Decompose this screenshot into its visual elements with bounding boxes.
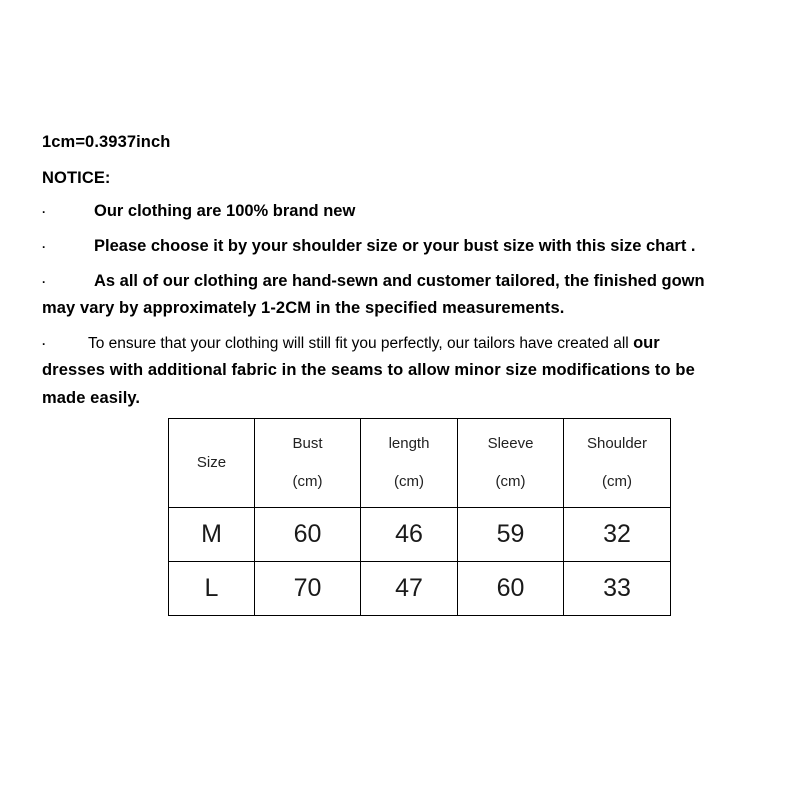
row-l-shoulder: 33 (564, 562, 671, 616)
row-l-size: L (169, 562, 255, 616)
table-row (169, 562, 671, 616)
bullet-3: · (42, 275, 46, 289)
size-chart-table (168, 418, 671, 616)
notice-1: Our clothing are 100% brand new (94, 202, 356, 220)
bullet-4: · (42, 337, 46, 351)
notice-4-text-end: our (633, 334, 660, 352)
bullet-1: · (42, 205, 46, 219)
notice-4-text: To ensure that your clothing will still fit you perfectly, our tailors have created all (88, 335, 629, 352)
row-l-bust: 70 (255, 562, 361, 616)
header-bust (255, 419, 361, 508)
notice-4-line-1 (88, 334, 660, 353)
header-shoulder-unit: (cm) (602, 473, 632, 490)
header-shoulder-label: Shoulder (586, 435, 648, 452)
row-m-shoulder: 32 (564, 508, 671, 562)
bullet-2: · (42, 240, 46, 254)
row-m-sleeve: 59 (458, 508, 564, 562)
header-sleeve-unit: (cm) (495, 473, 526, 490)
row-l-length: 47 (361, 562, 458, 616)
row-m-size: M (169, 508, 255, 562)
header-shoulder (564, 419, 671, 508)
header-bust-unit: (cm) (292, 473, 323, 490)
header-length (361, 419, 458, 508)
header-bust-label: Bust (292, 435, 323, 452)
notice-2: Please choose it by your shoulder size or your bust size with this size chart . (94, 237, 696, 255)
row-l-sleeve: 60 (458, 562, 564, 616)
header-length-label: length (388, 435, 430, 452)
table-row (169, 508, 671, 562)
row-m-length: 46 (361, 508, 458, 562)
conversion-note: 1cm=0.3937inch (42, 133, 171, 151)
table-header-row (169, 419, 671, 508)
header-sleeve-label: Sleeve (487, 435, 534, 452)
notice-4-line-3: made easily. (42, 389, 141, 407)
header-size-label: Size (196, 454, 227, 471)
header-sleeve (458, 419, 564, 508)
header-length-unit: (cm) (394, 473, 424, 490)
notice-3-line-2: may vary by approximately 1-2CM in the specified measurements. (42, 299, 565, 317)
notice-title: NOTICE: (42, 169, 111, 187)
header-size (169, 419, 255, 508)
notice-3-line-1: As all of our clothing are hand-sewn and customer tailored, the finished gown (94, 272, 705, 290)
row-m-bust: 60 (255, 508, 361, 562)
notice-4-line-2: dresses with additional fabric in the seams to allow minor size modifications to be (42, 361, 695, 379)
